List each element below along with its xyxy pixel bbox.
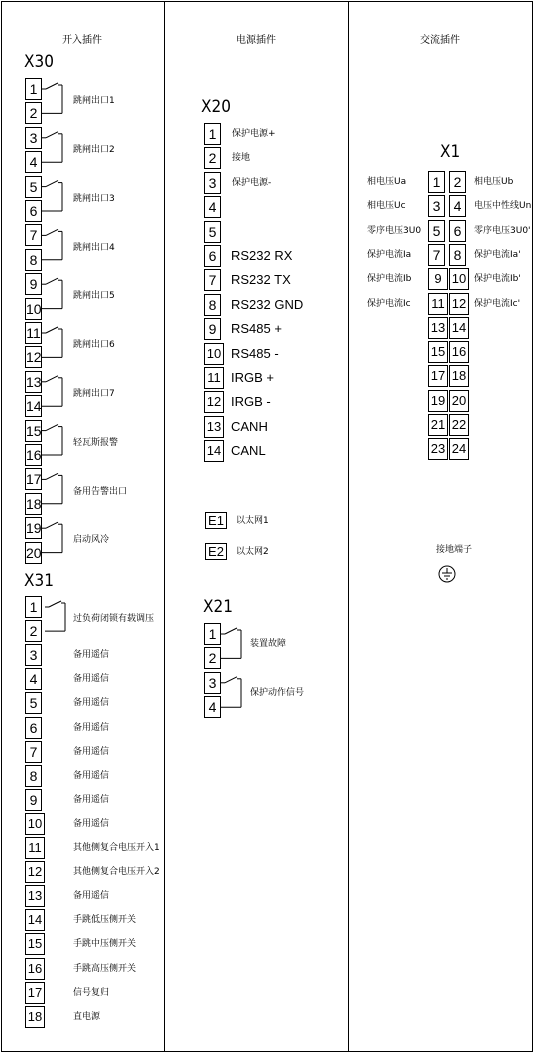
terminal-pin: 8: [204, 294, 221, 316]
terminal-pin: 14: [25, 909, 45, 931]
terminal-pin: 3: [428, 195, 445, 217]
wire-line: [46, 229, 58, 235]
terminal-pin: 19: [428, 390, 448, 412]
terminal-pin: 11: [25, 322, 42, 344]
x1-name: X1: [440, 142, 461, 162]
power-title: 电源插件: [236, 35, 276, 46]
terminal-pin: 11: [428, 293, 448, 315]
terminal-pin: 4: [204, 696, 221, 718]
terminal-pin: 1: [25, 596, 42, 618]
terminal-pin: 22: [449, 414, 469, 436]
binary-input-title: 开入插件: [62, 35, 102, 46]
terminal-label: 保护电流Ia: [367, 249, 412, 260]
terminal-pin: 20: [25, 542, 42, 564]
terminal-pin: 13: [25, 885, 45, 907]
terminal-label: 备用遥信: [73, 891, 110, 902]
terminal-pin: 12: [25, 346, 42, 368]
terminal-pin: 5: [25, 176, 42, 198]
terminal-label: 装置故障: [250, 639, 287, 650]
terminal-pin: 7: [25, 224, 42, 246]
terminal-label: 相电压Ua: [367, 177, 407, 187]
terminal-pin: 18: [25, 493, 42, 515]
terminal-pin: 24: [449, 438, 469, 460]
terminal-pin: 9: [25, 789, 42, 811]
wire-line: [46, 132, 58, 138]
terminal-label: 备用遥信: [73, 818, 110, 829]
terminal-pin: 15: [428, 341, 448, 363]
terminal-pin: 9: [25, 273, 42, 295]
terminal-pin: 14: [204, 440, 224, 462]
terminal-label: 信号复归: [73, 987, 110, 998]
terminal-label: 跳闸出口3: [73, 193, 115, 204]
wire-line: [46, 327, 58, 333]
wire-line: [46, 376, 58, 382]
terminal-pin: 5: [204, 221, 221, 243]
terminal-label: 备用遥信: [73, 650, 110, 661]
terminal-pin: 2: [25, 102, 42, 124]
terminal-label: 接地: [232, 153, 251, 164]
terminal-label: 轻瓦斯报警: [73, 437, 119, 448]
terminal-label: 启动风冷: [73, 535, 110, 546]
terminal-pin: 16: [25, 444, 42, 466]
terminal-pin: 17: [25, 982, 45, 1004]
terminal-pin: 3: [25, 127, 42, 149]
terminal-label: 手跳中压侧开关: [73, 939, 137, 950]
terminal-pin: 16: [25, 958, 45, 980]
ground-terminal-label: 接地端子: [436, 545, 473, 555]
terminal-label: IRGB -: [231, 394, 271, 410]
terminal-label: 保护电源-: [232, 177, 272, 188]
terminal-pin: 6: [204, 245, 221, 267]
terminal-label: 保护电流Ic: [367, 298, 411, 309]
wire-line: [46, 181, 58, 187]
terminal-label: 过负荷闭锁有载调压: [73, 614, 155, 625]
terminal-label: RS485 -: [231, 345, 279, 361]
terminal-pin: 13: [428, 317, 448, 339]
terminal-label: CANH: [231, 418, 268, 434]
ethernet-port-label: 以太网2: [236, 547, 269, 557]
terminal-label: 保护电流Ic': [474, 298, 521, 309]
terminal-label: 备用遥信: [73, 698, 110, 709]
terminal-pin: 17: [25, 468, 42, 490]
terminal-pin: 14: [449, 317, 469, 339]
terminal-label: 保护电流Ib: [367, 274, 412, 285]
terminal-pin: 5: [428, 220, 445, 242]
terminal-pin: 10: [25, 298, 42, 320]
terminal-pin: 8: [25, 249, 42, 271]
terminal-pin: 3: [204, 672, 221, 694]
terminal-pin: 2: [449, 171, 466, 193]
terminal-pin: 18: [449, 365, 469, 387]
terminal-label: 跳闸出口6: [73, 340, 115, 351]
terminal-label: 相电压Uc: [367, 201, 406, 212]
wire-line: [46, 522, 58, 528]
terminal-label: CANL: [231, 443, 266, 459]
terminal-label: 跳闸出口4: [73, 242, 115, 253]
terminal-pin: 23: [428, 438, 448, 460]
terminal-label: 保护电源+: [232, 129, 276, 139]
terminal-pin: 8: [25, 765, 42, 787]
terminal-label: 相电压Ub: [474, 177, 514, 187]
wire-line: [46, 425, 58, 431]
ethernet-port-tag: E1: [205, 512, 227, 529]
terminal-pin: 7: [204, 269, 221, 291]
ground-icon: [438, 565, 456, 583]
terminal-pin: 1: [428, 171, 445, 193]
ac-title: 交流插件: [420, 35, 460, 46]
x20-name: X20: [201, 97, 231, 117]
terminal-pin: 8: [449, 244, 466, 266]
wire-line: [46, 278, 58, 284]
terminal-pin: 4: [449, 195, 466, 217]
terminal-pin: 12: [204, 391, 224, 413]
terminal-label: 保护动作信号: [250, 688, 305, 698]
terminal-label: 备用遥信: [73, 674, 110, 685]
terminal-pin: 10: [204, 343, 224, 365]
terminal-label: 备用遥信: [73, 746, 110, 757]
terminal-pin: 7: [25, 741, 42, 763]
terminal-label: 手跳高压侧开关: [73, 963, 137, 974]
terminal-pin: 10: [449, 268, 469, 290]
wire-line: [225, 628, 237, 634]
x30-name: X30: [24, 52, 54, 72]
terminal-pin: 3: [204, 172, 221, 194]
terminal-pin: 20: [449, 390, 469, 412]
wire-line: [225, 677, 237, 683]
terminal-pin: 13: [25, 371, 42, 393]
terminal-label: 电压中性线Un: [474, 201, 532, 212]
terminal-pin: 2: [204, 147, 221, 169]
terminal-pin: 21: [428, 414, 448, 436]
terminal-pin: 3: [25, 644, 42, 666]
terminal-pin: 11: [25, 837, 45, 859]
terminal-label: IRGB +: [231, 370, 274, 385]
terminal-label: 保护电流Ib': [474, 274, 521, 285]
terminal-pin: 18: [25, 1006, 45, 1028]
terminal-pin: 7: [428, 244, 445, 266]
terminal-label: RS232 GND: [231, 296, 304, 312]
terminal-label: 其他侧复合电压开入1: [73, 843, 160, 853]
terminal-pin: 2: [204, 647, 221, 669]
terminal-pin: 13: [204, 416, 224, 438]
terminal-pin: 9: [204, 318, 221, 340]
terminal-pin: 1: [204, 623, 221, 645]
terminal-label: RS485 +: [231, 321, 282, 337]
terminal-pin: 12: [25, 861, 45, 883]
wire-line: [49, 601, 61, 607]
terminal-pin: 6: [25, 200, 42, 222]
terminal-pin: 4: [204, 196, 221, 218]
ethernet-port-label: 以太网1: [236, 516, 269, 526]
terminal-pin: 11: [204, 367, 224, 389]
terminal-label: 备用遥信: [73, 770, 110, 781]
terminal-pin: 6: [25, 717, 42, 739]
terminal-pin: 1: [25, 78, 42, 100]
terminal-label: 跳闸出口1: [73, 96, 115, 107]
terminal-label: 直电源: [73, 1011, 101, 1022]
terminal-label: 零序电压3U0: [367, 225, 422, 236]
terminal-label: 跳闸出口5: [73, 291, 115, 302]
terminal-label: 跳闸出口7: [73, 389, 115, 399]
terminal-label: RS232 RX: [231, 248, 293, 263]
terminal-pin: 10: [25, 813, 45, 835]
terminal-pin: 16: [449, 341, 469, 363]
terminal-pin: 4: [25, 668, 42, 690]
terminal-pin: 15: [25, 420, 42, 442]
terminal-pin: 12: [449, 293, 469, 315]
terminal-pin: 5: [25, 692, 42, 714]
terminal-label: 备用告警出口: [73, 486, 128, 497]
x21-name: X21: [203, 597, 233, 617]
terminal-pin: 2: [25, 620, 42, 642]
wire-line: [46, 473, 58, 479]
terminal-label: 其他侧复合电压开入2: [73, 867, 160, 878]
terminal-label: 保护电流Ia': [474, 249, 521, 260]
terminal-label: 零序电压3U0': [474, 225, 531, 236]
terminal-label: 跳闸出口2: [73, 145, 115, 155]
terminal-label: RS232 TX: [231, 272, 291, 288]
terminal-pin: 14: [25, 395, 42, 417]
terminal-pin: 4: [25, 151, 42, 173]
ethernet-port-tag: E2: [205, 543, 227, 560]
terminal-pin: 6: [449, 220, 466, 242]
terminal-pin: 17: [428, 365, 448, 387]
terminal-pin: 19: [25, 517, 42, 539]
terminal-pin: 1: [204, 123, 221, 145]
wire-line: [46, 83, 58, 89]
terminal-label: 备用遥信: [73, 722, 110, 733]
terminal-pin: 15: [25, 933, 45, 955]
terminal-label: 手跳低压侧开关: [73, 915, 137, 926]
x31-name: X31: [24, 571, 54, 591]
terminal-pin: 9: [428, 268, 448, 290]
terminal-label: 备用遥信: [73, 794, 110, 805]
